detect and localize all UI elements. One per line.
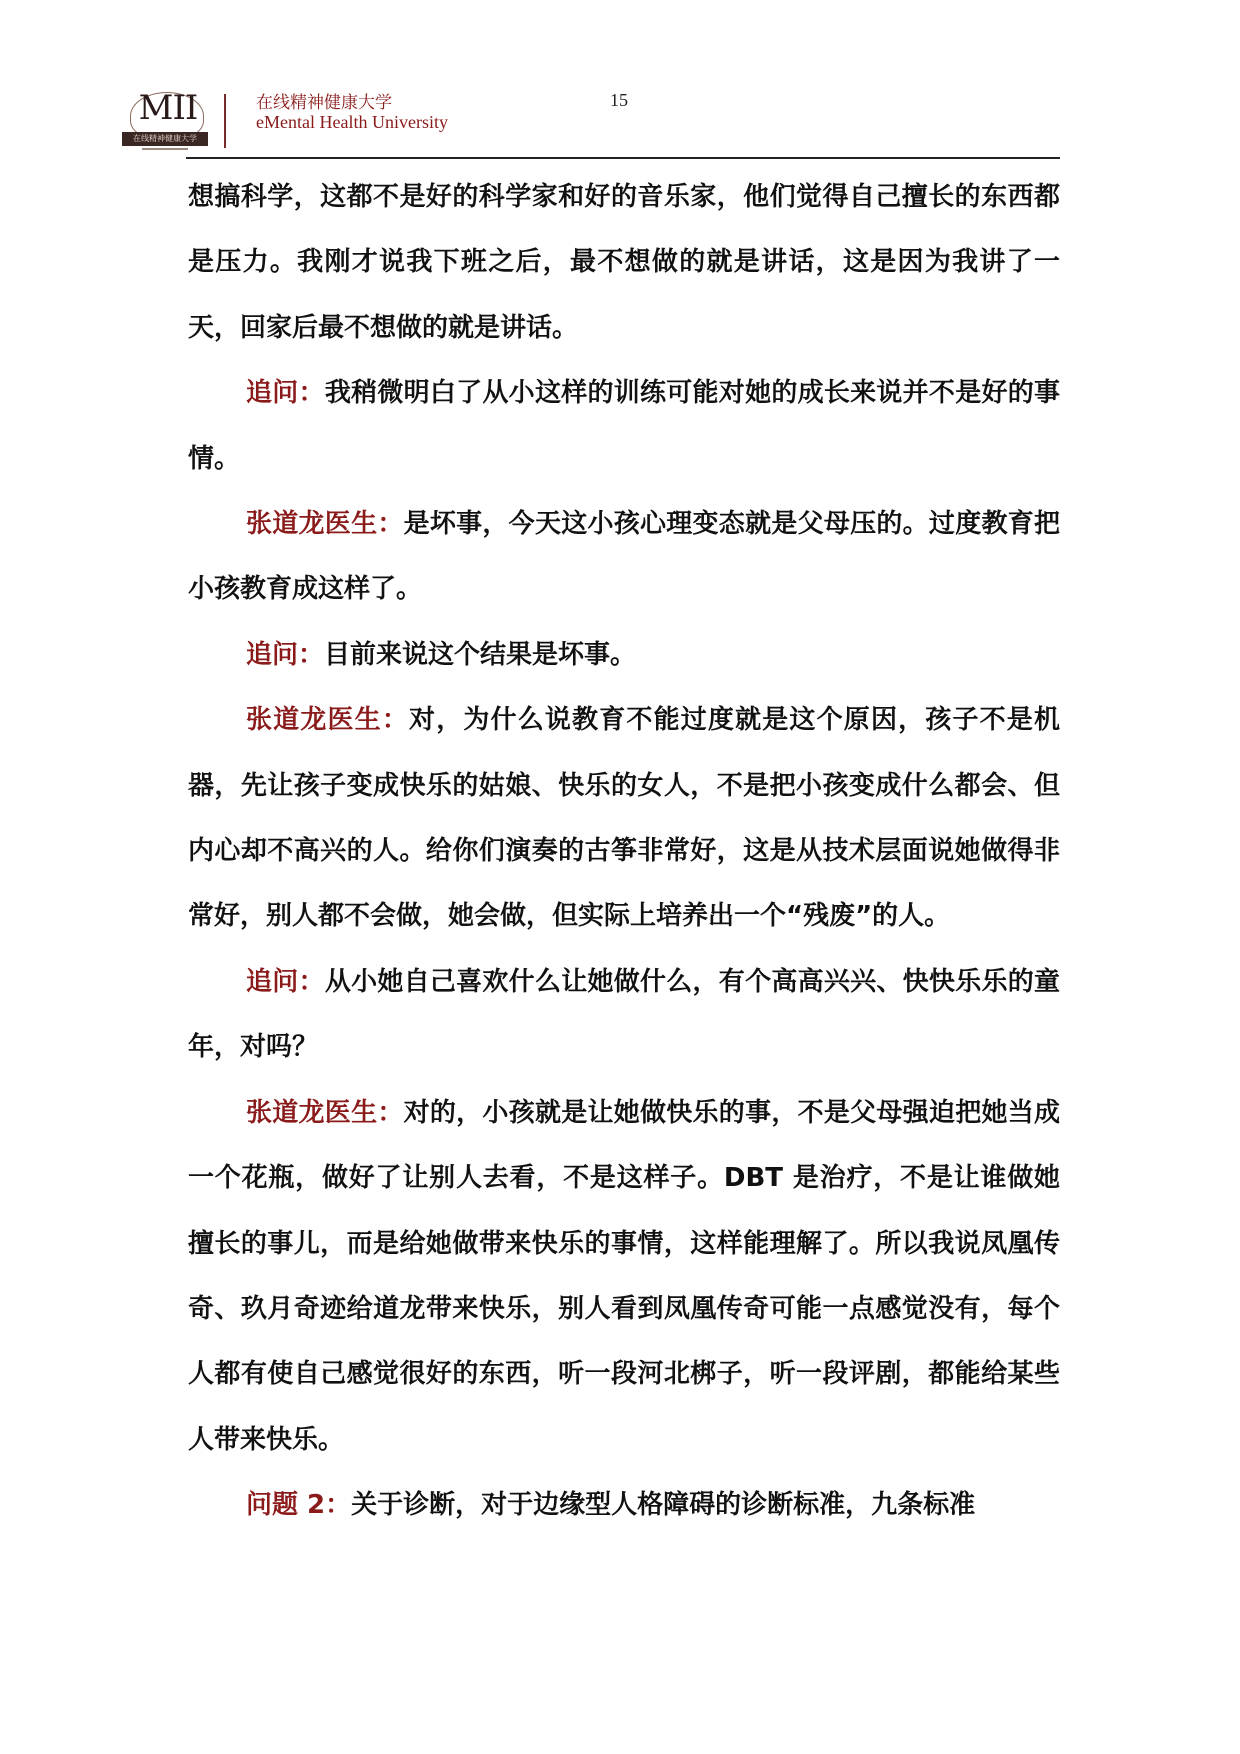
speaker-label: 追问： [246,639,325,670]
speaker-label: 追问： [246,966,325,997]
header-rule [186,157,1060,159]
speaker-label: 张道龙医生： [246,1097,404,1128]
org-name-chinese: 在线精神健康大学 [256,93,392,113]
speaker-label: 张道龙医生： [246,509,404,540]
paragraph [188,165,1060,361]
paragraph [188,361,1060,492]
speaker-label: 张道龙医生： [246,705,410,736]
header-divider [224,94,226,148]
paragraph-text: 对，为什么说教育不能过度就是这个原因，孩子不是机器，先让孩子变成快乐的姑娘、快乐的女人，不是把小孩变成什么都会、但内心却不高兴的人。给你们演奏的古筝非常好，这是从技术层面说她做得非常好，别人都不会做，她会做，但实际上培养出一个“残废”的人。 [188,705,1060,932]
paragraph-text: 对的，小孩就是让她做快乐的事，不是父母强迫把她当成一个花瓶，做好了让别人去看，不是这样子。DBT 是治疗，不是让谁做她擅长的事儿，而是给她做带来快乐的事情，这样能理解了。所以我说凤凰传奇、玖月奇迹给道龙带来快乐，别人看到凤凰传奇可能一点感觉没有，每个人都有使自己感觉很好的东西，听一段河北梆子，听一段评剧，都能给某些人带来快乐。 [188,1097,1060,1455]
paragraph [188,950,1060,1081]
paragraph [188,623,1060,688]
page-number: 15 [610,90,628,110]
logo-banner: 在线精神健康大学 [122,132,208,146]
paragraph-text: 关于诊断，对于边缘型人格障碍的诊断标准，九条标准 [351,1490,976,1521]
logo-underline [142,148,188,150]
paragraph [188,1081,1060,1473]
paragraph-text: 目前来说这个结果是坏事。 [324,639,637,670]
paragraph-text: 我稍微明白了从小这样的训练可能对她的成长来说并不是好的事情。 [188,378,1060,474]
paragraph [188,1473,1060,1538]
page-header [122,80,1060,152]
paragraph [188,492,1060,623]
university-logo [122,86,208,152]
org-name-english: eMental Health University [256,112,448,132]
paragraph-text: 想搞科学，这都不是好的科学家和好的音乐家，他们觉得自己擅长的东西都是压力。我刚才说我下班之后，最不想做的就是讲话，这是因为我讲了一天，回家后最不想做的就是讲话。 [188,182,1060,343]
document-body [188,165,1060,1539]
paragraph-text: 是坏事，今天这小孩心理变态就是父母压的。过度教育把小孩教育成这样了。 [188,509,1060,605]
speaker-label: 追问： [246,378,325,409]
paragraph-text: 从小她自己喜欢什么让她做什么，有个高高兴兴、快快乐乐的童年，对吗？ [188,966,1060,1063]
paragraph [188,688,1060,950]
speaker-label: 问题 2： [246,1490,352,1521]
logo-text: MII [138,88,198,128]
